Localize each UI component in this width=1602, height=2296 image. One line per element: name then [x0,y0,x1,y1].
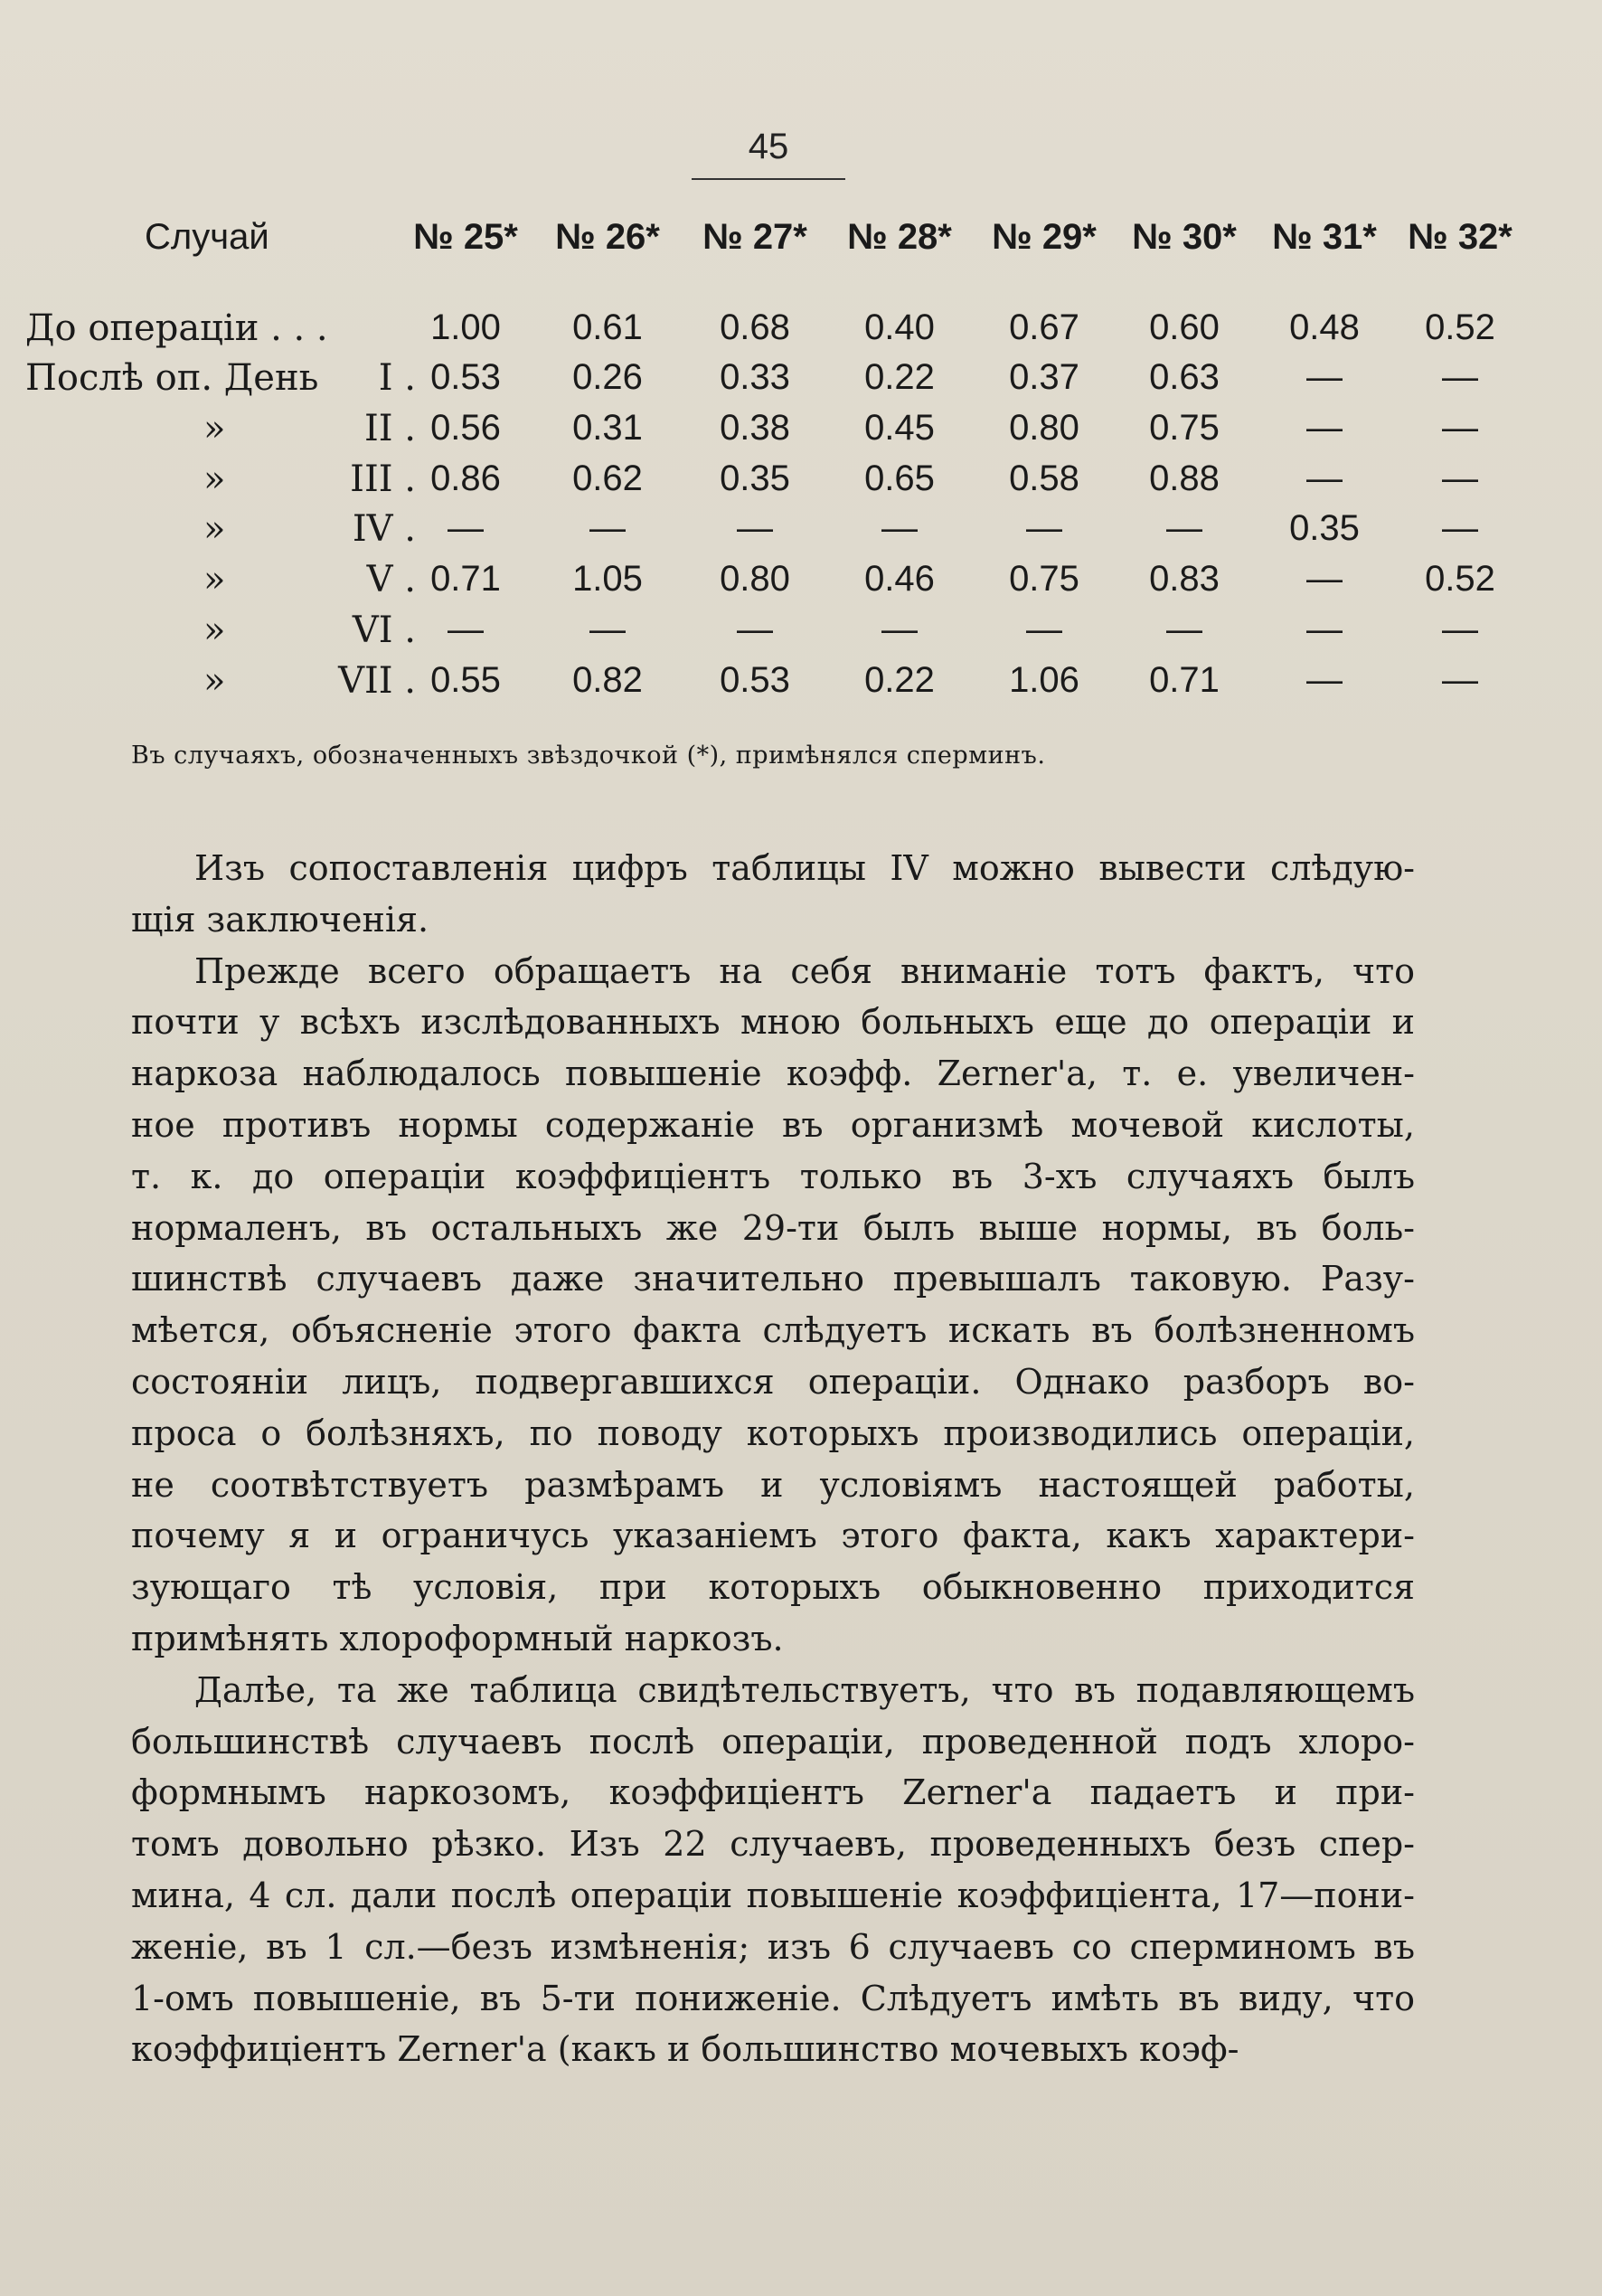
table-header-row [0,217,1537,268]
table-cell: 0.71 [1149,660,1220,700]
table-cell: 0.86 [430,458,501,498]
column-header: № 26* [555,217,660,257]
text-line: формнымъ наркозомъ, коэффиціентъ Zerner'a падаетъ и при- [131,1772,1415,1813]
text-line: почему я и ограничусь указаніемъ этого факта, какъ характери- [131,1516,1415,1556]
table-cell: 0.52 [1425,559,1495,599]
table-cell: — [448,508,484,548]
row-label: » [203,559,226,600]
text-line: не соотвѣтствуетъ размѣрамъ и условіямъ настоящей работы, [131,1464,1415,1505]
text-line: женіе, въ 1 сл.—безъ измѣненія; изъ 6 случаевъ со сперминомъ въ [131,1926,1415,1967]
text-line: почти у всѣхъ изслѣдованныхъ мною больныхъ еще до операціи и [131,1002,1415,1043]
row-label: Послѣ оп. День [25,357,319,399]
table-cell: 0.31 [572,408,643,448]
table-cell: 0.80 [720,559,790,599]
text-line: коэффиціентъ Zerner'a (какъ и большинство мочевыхъ коэф- [131,2029,1239,2070]
text-line: шинствѣ случаевъ даже значительно превышалъ таковую. Разу- [131,1259,1415,1299]
row-day: V . [366,559,416,600]
table-cell: — [1442,408,1478,448]
row-label: » [203,609,226,651]
table-cell: 0.56 [430,408,501,448]
table-row [0,408,1537,458]
row-day: I . [378,357,416,399]
table-cell: 0.83 [1149,559,1220,599]
header-rule [692,178,845,180]
table-cell: — [1306,357,1343,397]
table-cell: 0.45 [864,408,935,448]
table-cell: 0.53 [720,660,790,700]
table-cell: — [1442,458,1478,498]
table-cell: 0.63 [1149,357,1220,397]
column-header: № 27* [702,217,807,257]
table-cell: 0.58 [1009,458,1079,498]
row-day: VII . [338,660,416,702]
table-cell: 0.52 [1425,307,1495,347]
table-cell: — [1306,458,1343,498]
text-line: Изъ сопоставленія цифръ таблицы IV можно вывести слѣдую- [194,848,1415,888]
table-cell: — [881,508,918,548]
text-line: состояніи лицъ, подвергавшихся операціи. Однако разборъ во- [131,1361,1415,1402]
column-header: № 29* [992,217,1097,257]
column-header: № 25* [413,217,518,257]
text-line: мина, 4 сл. дали послѣ операціи повышеніе коэффиціента, 17—пони- [131,1875,1415,1915]
table-cell: 0.75 [1149,408,1220,448]
table-row [0,307,1537,358]
table-cell: 0.82 [572,660,643,700]
table-header-label: Случай [145,217,269,257]
paragraph [131,946,1415,1665]
table-cell: — [1442,660,1478,700]
table-cell: 0.61 [572,307,643,347]
row-day: II . [363,408,416,449]
table-cell: 0.22 [864,357,935,397]
row-day: IV . [352,508,416,550]
table-row [0,357,1537,408]
table-cell: — [1166,508,1202,548]
text-line: проса о болѣзняхъ, по поводу которыхъ производились операціи, [131,1413,1415,1453]
text-line: ное противъ нормы содержаніе въ организмѣ мочевой кислоты, [131,1104,1415,1145]
text-line: щія заключенія. [131,899,429,940]
table-cell: 0.37 [1009,357,1079,397]
table-cell: — [1306,559,1343,599]
row-label: До операціи . . . [25,307,328,349]
paragraph [131,1665,1415,2075]
text-line: большинствѣ случаевъ послѣ операціи, проведенной подъ хлоро- [131,1721,1415,1762]
column-header: № 28* [847,217,952,257]
table-cell: 0.26 [572,357,643,397]
table-cell: — [1442,508,1478,548]
table-cell: 0.35 [720,458,790,498]
table-cell: — [1306,408,1343,448]
table-row [0,660,1537,711]
row-day: VI . [352,609,416,651]
table-cell: 0.88 [1149,458,1220,498]
table-cell: 0.60 [1149,307,1220,347]
table-cell: 1.06 [1009,660,1079,700]
table-cell: 0.22 [864,660,935,700]
body-text [131,843,1415,2075]
table-row [0,508,1537,559]
table-cell: — [1026,609,1062,649]
table-cell: — [1306,660,1343,700]
table-cell: — [1442,357,1478,397]
text-line: нормаленъ, въ остальныхъ же 29-ти былъ выше нормы, въ боль- [131,1207,1415,1248]
row-day: III . [350,458,416,500]
table-cell: 0.71 [430,559,501,599]
table-cell: 0.35 [1289,508,1360,548]
row-label: » [203,508,226,550]
table-cell: — [1442,609,1478,649]
row-label: » [203,458,226,500]
text-line: зующаго тѣ условія, при которыхъ обыкновенно приходится [131,1567,1415,1608]
table-row [0,609,1537,660]
table-cell: 0.48 [1289,307,1360,347]
table-row [0,559,1537,609]
text-line: Прежде всего обращаетъ на себя вниманіе тотъ фактъ, что [194,950,1415,991]
text-line: томъ довольно рѣзко. Изъ 22 случаевъ, проведенныхъ безъ спер- [131,1824,1415,1865]
text-line: т. к. до операціи коэффиціентъ только въ 3-хъ случаяхъ былъ [131,1156,1415,1196]
paragraph [131,843,1415,946]
table-cell: 0.33 [720,357,790,397]
table-row [0,458,1537,509]
table-cell: 0.65 [864,458,935,498]
table-cell: 0.68 [720,307,790,347]
table-cell: — [1026,508,1062,548]
table-cell: 0.62 [572,458,643,498]
table-cell: 0.55 [430,660,501,700]
column-header: № 32* [1408,217,1512,257]
column-header: № 30* [1132,217,1237,257]
table-cell: 0.53 [430,357,501,397]
table-cell: 1.05 [572,559,643,599]
table-cell: — [1306,609,1343,649]
table-cell: 0.75 [1009,559,1079,599]
table-cell: — [737,508,773,548]
table-cell: 0.46 [864,559,935,599]
table-cell: 0.38 [720,408,790,448]
table-cell: — [1166,609,1202,649]
table-cell: — [881,609,918,649]
text-line: примѣнять хлороформный наркозъ. [131,1618,784,1658]
table-cell: — [737,609,773,649]
table-footnote: Въ случаяхъ, обозначенныхъ звѣздочкой (*), примѣнялся сперминъ. [131,742,1046,770]
table-cell: — [589,508,626,548]
text-line: наркоза наблюдалось повышеніе коэфф. Zerner'a, т. е. увеличен- [131,1054,1415,1094]
text-line: Далѣе, та же таблица свидѣтельствуетъ, что въ подавляющемъ [194,1669,1415,1710]
row-label: » [203,660,226,702]
page-number: 45 [748,127,789,166]
table-cell: — [589,609,626,649]
table-cell: 0.40 [864,307,935,347]
row-label: » [203,408,226,449]
table-cell: 0.80 [1009,408,1079,448]
table-cell: 0.67 [1009,307,1079,347]
column-header: № 31* [1272,217,1377,257]
text-line: 1-омъ повышеніе, въ 5-ти пониженіе. Слѣдуетъ имѣть въ виду, что [131,1978,1415,2018]
text-line: мѣется, объясненіе этого факта слѣдуетъ искать въ болѣзненномъ [131,1310,1415,1351]
table-cell: 1.00 [430,307,501,347]
table-cell: — [448,609,484,649]
